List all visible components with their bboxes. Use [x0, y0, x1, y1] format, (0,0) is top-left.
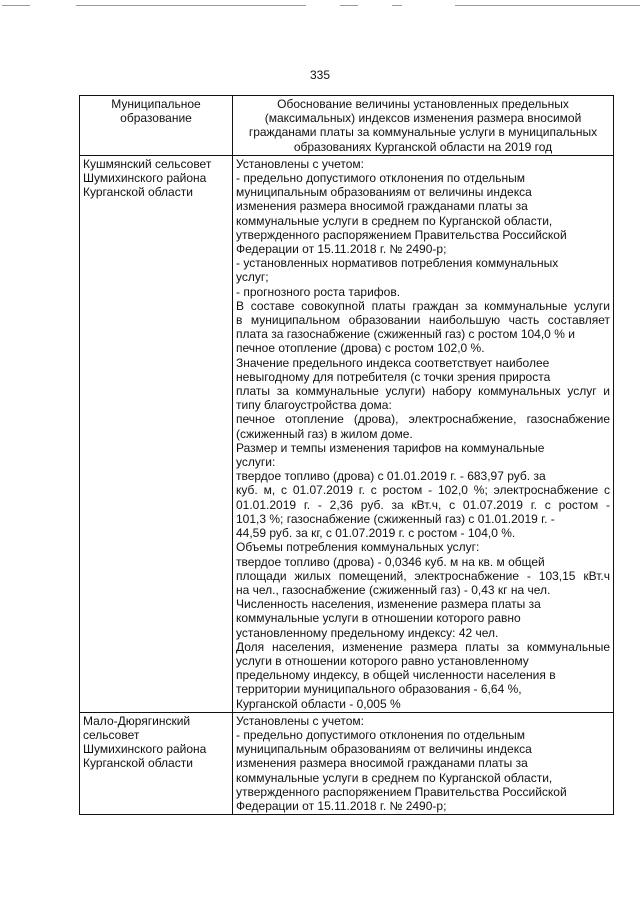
justification-line: - предельно допустимого отклонения по отдельным: [236, 171, 525, 186]
justification-line: печное отопление (дрова), электроснабжение, газоснабжение: [236, 412, 610, 427]
header-municipality: Муниципальное образование: [80, 96, 233, 156]
justification-line: предельному индексу, в общей численности населения в: [236, 668, 556, 683]
justification-line: Федерации от 15.11.2018 г. № 2490-р;: [236, 242, 447, 257]
municipality-line: Кушмянский сельсовет: [83, 156, 212, 171]
justification-line: Федерации от 15.11.2018 г. № 2490-р;: [236, 798, 447, 813]
justification-line: В составе совокупной платы граждан за коммунальные услуги: [236, 298, 610, 313]
justification-line: услуг;: [236, 270, 269, 285]
justification-line: утвержденного распоряжением Правительства Российской: [236, 227, 567, 242]
table-row: [80, 712, 614, 814]
justification-line: платы за коммунальные услуги) набору коммунальных услуг и: [236, 384, 610, 399]
justification-line: муниципальным образованиям от величины индекса: [236, 185, 532, 200]
justification-line: Установлены с учетом:: [236, 156, 364, 171]
justification-line: твердое топливо (дрова) - 0,0346 куб. м на кв. м общей: [236, 554, 545, 569]
municipality-line: Курганской области: [83, 756, 193, 771]
justification-line: в муниципальном образовании наибольшую часть составляет: [236, 313, 610, 328]
table-header-row: [80, 96, 614, 156]
justification-line: на чел., газоснабжение (сжиженный газ) - 0,43 кг на чел.: [236, 582, 551, 597]
justification-cell: [233, 155, 614, 712]
municipality-line: Шумихинского района: [83, 171, 207, 186]
municipality-cell: [80, 712, 233, 814]
justification-line: куб. м, с 01.07.2019 г. с ростом - 102,0 %; электроснабжение с: [236, 483, 610, 498]
page-number: 335: [309, 68, 331, 82]
justification-line: коммунальные услуги в среднем по Курганской области,: [236, 770, 553, 785]
justification-line: коммунальные услуги в отношении которого равно: [236, 611, 521, 626]
justification-line: изменения размера вносимой гражданами платы за: [236, 756, 528, 771]
justification-line: печное отопление (дрова) с ростом 102,0 %.: [236, 341, 485, 356]
justification-line: услуги в отношении которого равно установленному: [236, 653, 529, 668]
scan-artifact: [455, 5, 640, 6]
justification-line: Объемы потребления коммунальных услуг:: [236, 540, 480, 555]
justification-cell: [233, 712, 614, 814]
municipality-line: сельсовет: [83, 727, 140, 742]
justification-line: Значение предельного индекса соответствует наиболее: [236, 355, 550, 370]
justification-line: Численность населения, изменение размера платы за: [236, 597, 541, 612]
scan-artifact: [340, 5, 358, 6]
justification-line: установленному предельному индексу: 42 чел.: [236, 625, 499, 640]
scan-artifact: [392, 5, 402, 6]
justification-line: утвержденного распоряжением Правительства Российской: [236, 784, 567, 799]
justification-line: изменения размера вносимой гражданами платы за: [236, 199, 528, 214]
justification-line: 101,3 %; газоснабжение (сжиженный газ) с 01.01.2019 г. -: [236, 511, 555, 526]
municipality-line: Мало-Дюрягинский: [83, 713, 191, 728]
justification-line: твердое топливо (дрова) с 01.01.2019 г. - 683,97 руб. за: [236, 469, 546, 484]
justification-line: 44,59 руб. за кг, с 01.07.2019 г. с ростом - 104,0 %.: [236, 526, 516, 541]
justification-line: - прогнозного роста тарифов.: [236, 284, 401, 299]
scan-artifact: [2, 5, 30, 6]
justification-line: Установлены с учетом:: [236, 713, 364, 728]
table-row: [80, 155, 614, 712]
justification-line: площади жилых помещений, электроснабжение - 103,15 кВт.ч: [236, 568, 610, 583]
justification-line: Курганской области - 0,005 %: [236, 696, 401, 711]
justification-line: невыгодному для потребителя (с точки зрения прироста: [236, 369, 551, 384]
justification-line: территории муниципального образования - 6,64 %,: [236, 682, 522, 697]
municipality-line: Шумихинского района: [83, 742, 207, 757]
justification-line: муниципальным образованиям от величины индекса: [236, 742, 532, 757]
justification-line: Размер и темпы изменения тарифов на коммунальные: [236, 440, 545, 455]
justification-line: 01.01.2019 г. - 2,36 руб. за кВт.ч, с 01.07.2019 г. с ростом -: [236, 497, 610, 512]
justification-line: - установленных нормативов потребления коммунальных: [236, 256, 559, 271]
municipality-line: Курганской области: [83, 185, 193, 200]
municipality-cell: [80, 155, 233, 712]
justification-line: услуги:: [236, 455, 276, 470]
justification-line: (сжиженный газ) в жилом доме.: [236, 426, 413, 441]
justification-line: Доля населения, изменение размера платы за коммунальные: [236, 639, 610, 654]
header-justification: Обоснование величины установленных предельных (максимальных) индексов изменения размера вносимой гражданами платы за коммунальные услуги в муниципальных образованиях Курганской области на 2019 год: [233, 96, 614, 156]
justification-line: - предельно допустимого отклонения по отдельным: [236, 727, 525, 742]
scan-artifact: [76, 5, 306, 6]
justification-line: типу благоустройства дома:: [236, 398, 392, 413]
justification-line: плата за газоснабжение (сжиженный газ) с ростом 104,0 % и: [236, 327, 575, 342]
tariff-index-table: [79, 95, 614, 815]
justification-line: коммунальные услуги в среднем по Курганской области,: [236, 213, 553, 228]
